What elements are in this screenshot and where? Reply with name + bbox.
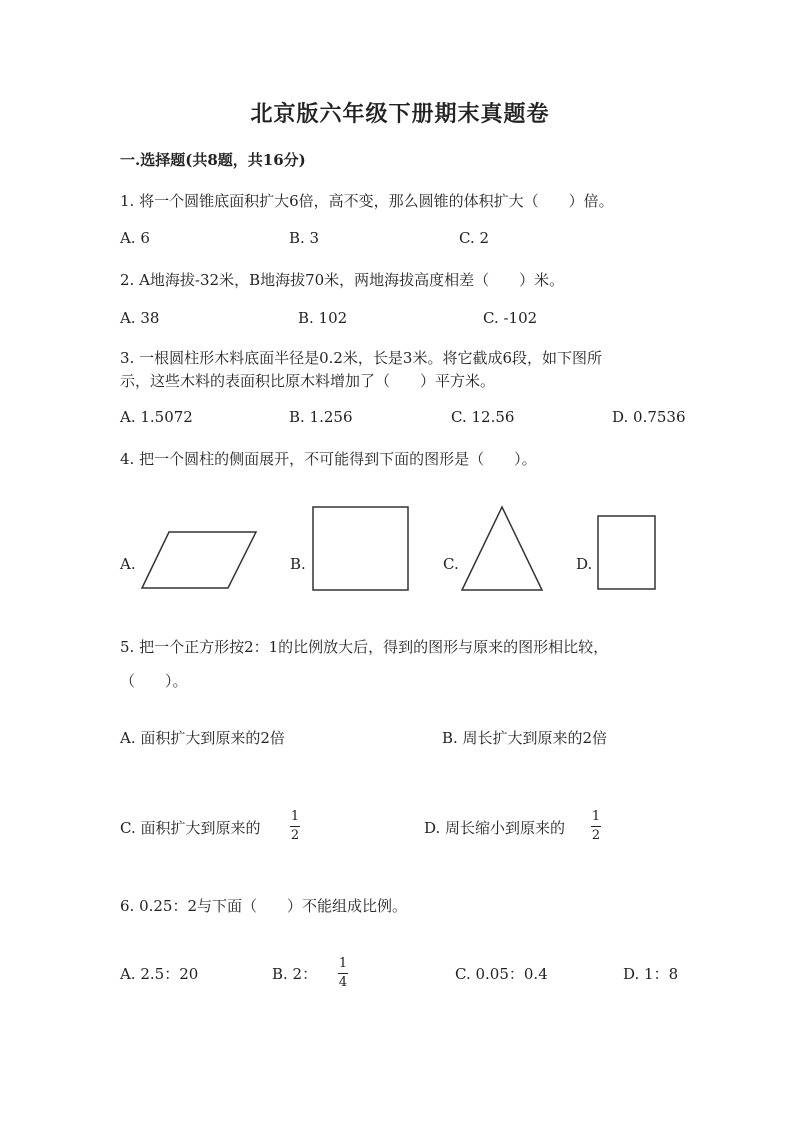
fraction-numerator: 1 (290, 809, 300, 824)
q1-option-a: A. 6 (120, 229, 150, 247)
q5-option-c: C. 面积扩大到原来的 (120, 819, 261, 837)
question-3-text-line2: 示，这些木料的表面积比原木料增加了（ ）平方米。 (120, 372, 496, 390)
question-5-text-line2: （ ）。 (120, 672, 188, 690)
q6-option-a: A. 2.5：20 (120, 965, 199, 983)
q5-option-c-fraction (290, 810, 300, 843)
q1-option-c: C. 2 (459, 229, 490, 247)
q6-option-b-fraction (338, 957, 348, 990)
q2-option-c: C. -102 (483, 309, 538, 327)
fraction-numerator: 1 (591, 809, 601, 824)
question-2-text: 2. A地海拔-32米，B地海拔70米，两地海拔高度相差（ ）米。 (120, 271, 565, 289)
fraction-bar (290, 826, 300, 827)
square-shape (311, 505, 411, 593)
fraction-denominator: 4 (338, 975, 348, 990)
q3-option-d: D. 0.7536 (612, 408, 686, 426)
q4-option-a: A. (120, 555, 136, 573)
q3-option-a: A. 1.5072 (120, 408, 193, 426)
q4-option-d: D. (576, 555, 593, 573)
q6-option-b: B. 2： (272, 965, 318, 983)
q3-option-b: B. 1.256 (289, 408, 353, 426)
fraction-denominator: 2 (290, 828, 300, 843)
rectangle-shape (596, 514, 658, 592)
fraction-bar (338, 973, 348, 974)
q2-option-b: B. 102 (298, 309, 348, 327)
q4-option-c: C. (443, 555, 459, 573)
page-title: 北京版六年级下册期末真题卷 (250, 101, 550, 127)
q5-option-d-fraction (591, 810, 601, 843)
q5-option-d: D. 周长缩小到原来的 (424, 819, 566, 837)
q6-option-c: C. 0.05：0.4 (455, 965, 548, 983)
q3-option-c: C. 12.56 (451, 408, 515, 426)
section-heading: 一.选择题(共8题，共16分) (120, 151, 306, 169)
question-4-text: 4. 把一个圆柱的侧面展开，不可能得到下面的图形是（ ）。 (120, 450, 537, 468)
fraction-denominator: 2 (591, 828, 601, 843)
question-5-text-line1: 5. 把一个正方形按2：1的比例放大后，得到的图形与原来的图形相比较， (120, 638, 609, 656)
triangle-shape (460, 505, 546, 593)
q5-option-b: B. 周长扩大到原来的2倍 (442, 729, 608, 747)
question-1-text: 1. 将一个圆锥底面积扩大6倍，高不变，那么圆锥的体积扩大（ ）倍。 (120, 192, 614, 210)
parallelogram-shape (140, 530, 260, 592)
q2-option-a: A. 38 (120, 309, 160, 327)
fraction-bar (591, 826, 601, 827)
q6-option-d: D. 1：8 (623, 965, 679, 983)
fraction-numerator: 1 (338, 956, 348, 971)
q4-option-b: B. (290, 555, 306, 573)
q1-option-b: B. 3 (289, 229, 320, 247)
question-6-text: 6. 0.25：2与下面（ ）不能组成比例。 (120, 897, 408, 915)
question-3-text-line1: 3. 一根圆柱形木料底面半径是0.2米，长是3米。将它截成6段，如下图所 (120, 349, 603, 367)
q5-option-a: A. 面积扩大到原来的2倍 (120, 729, 285, 747)
